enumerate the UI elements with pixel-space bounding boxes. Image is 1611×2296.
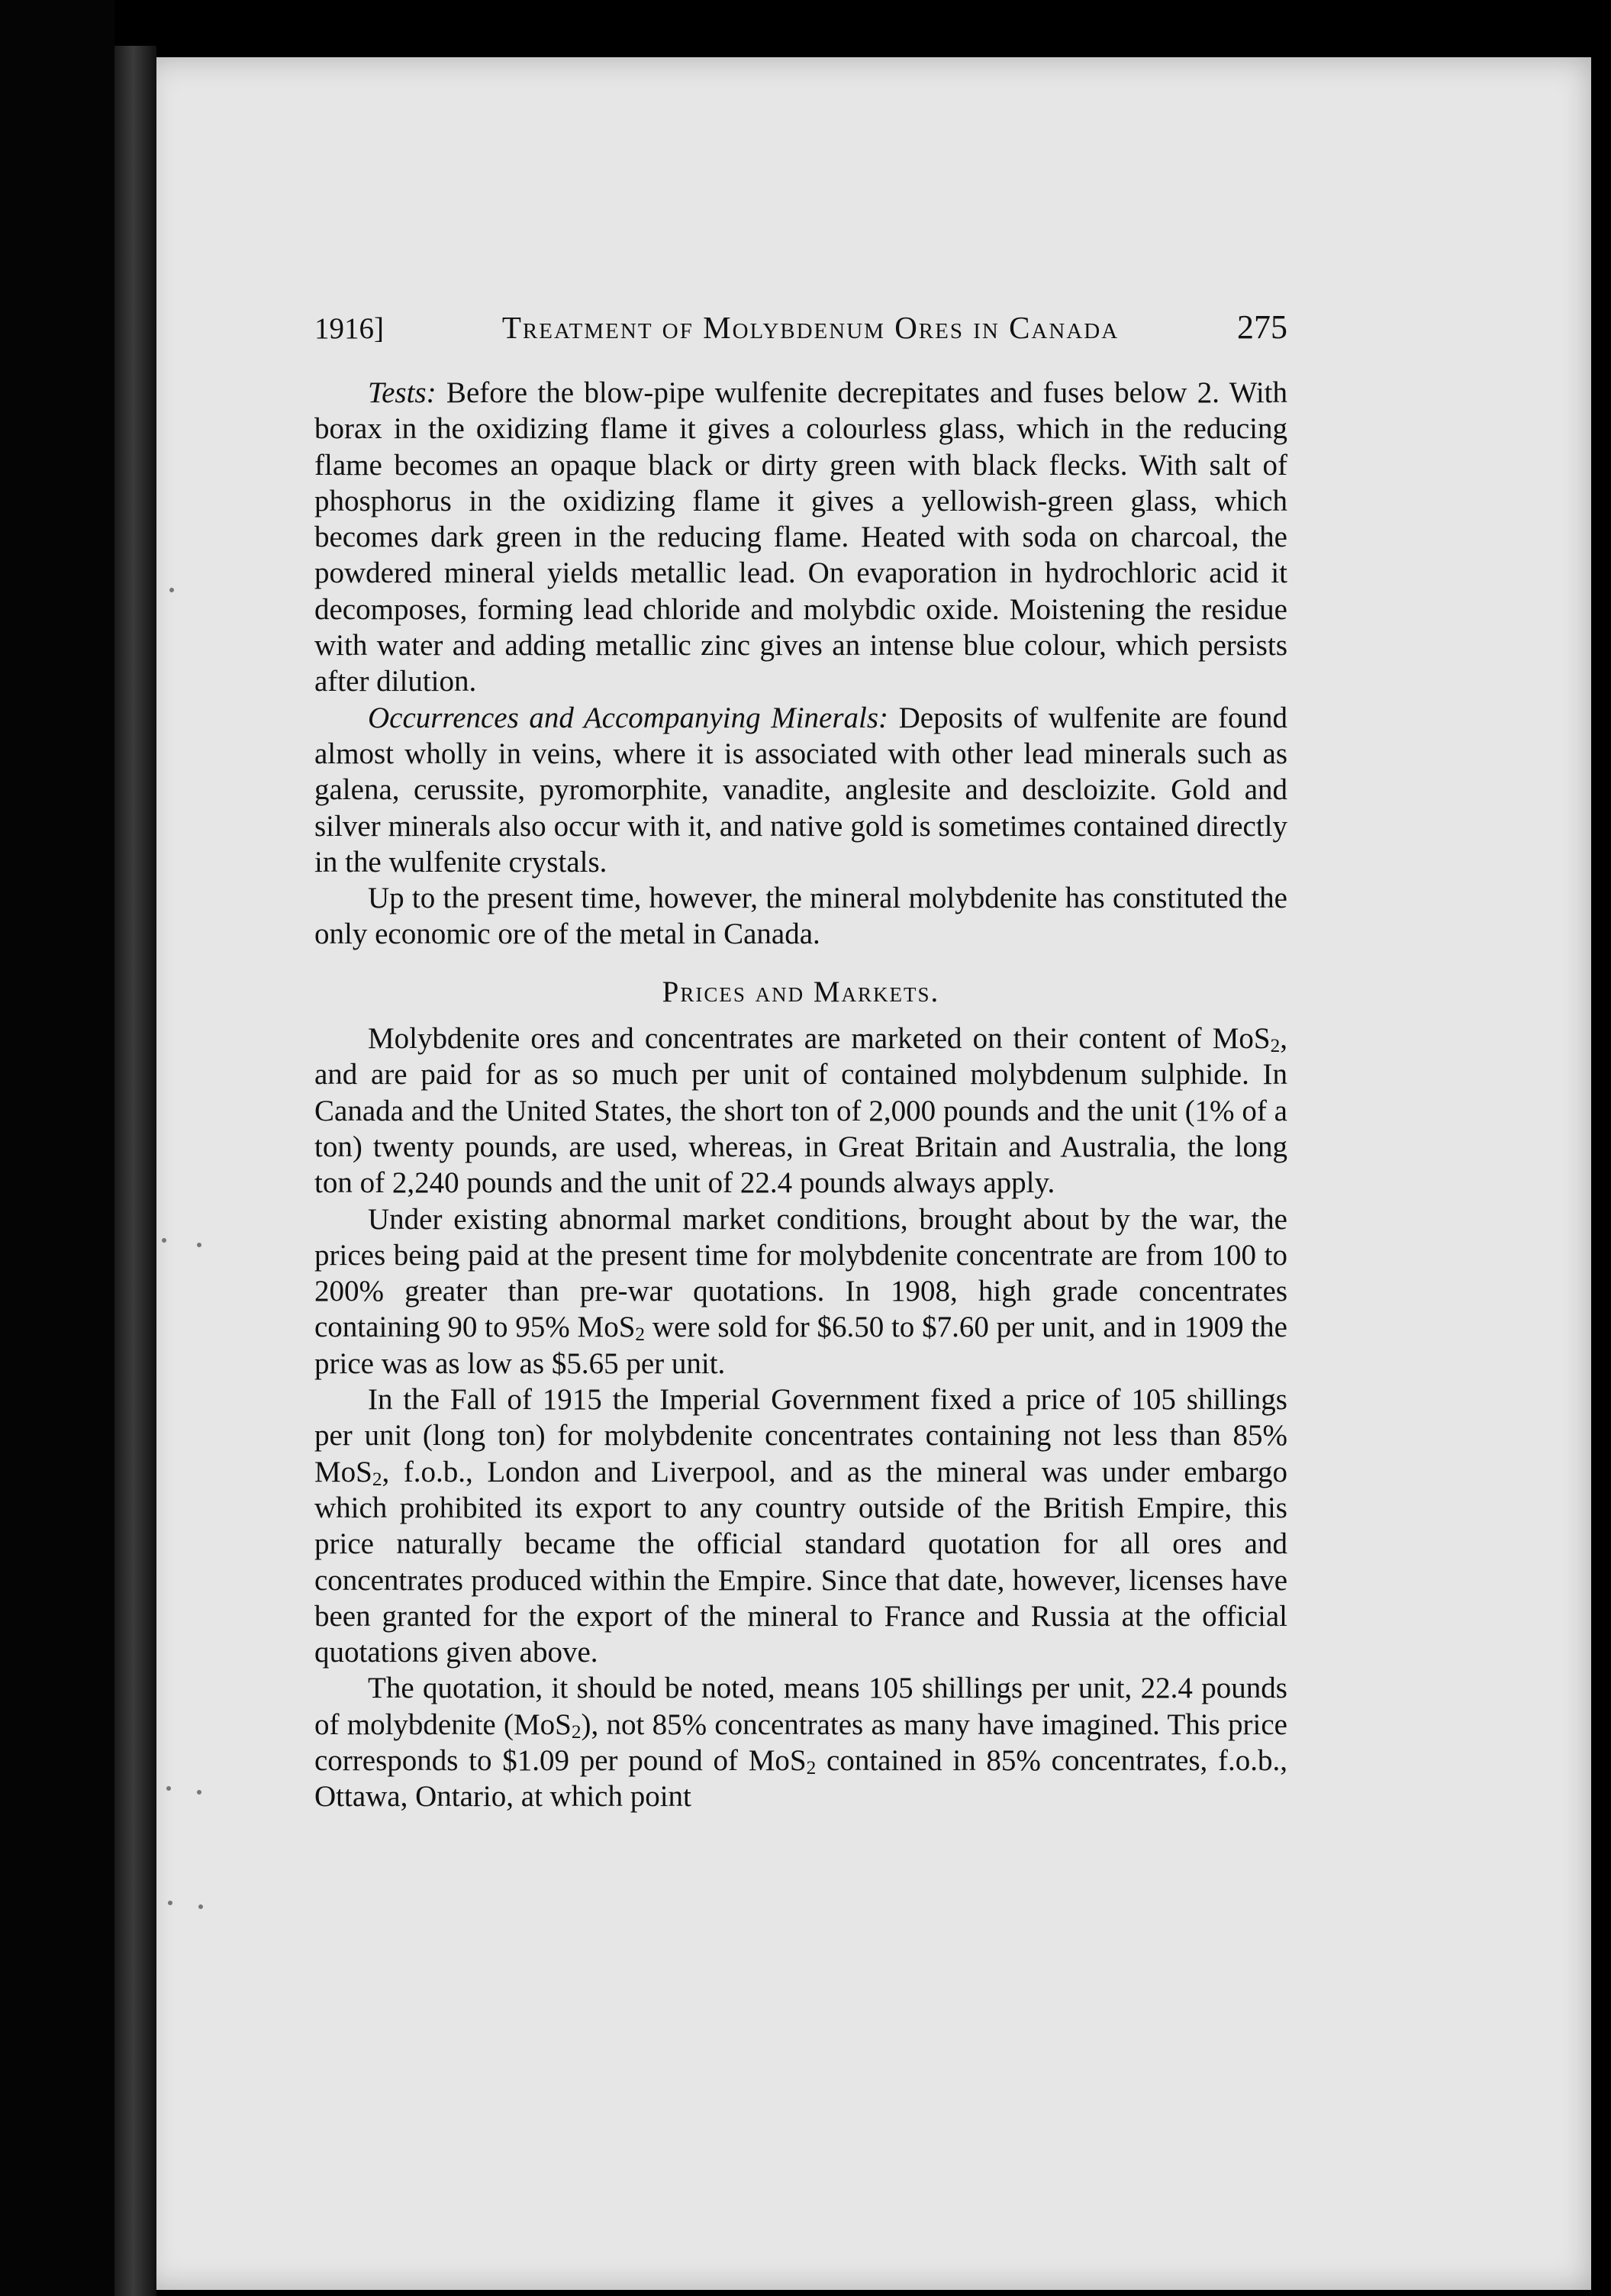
prices-2-text: Under existing abnormal market conditions, brought about by the war, the prices being paid at the present time for molybdenite concentrate are from 100 to 200% greater than pre-war quotations. In 1908, high grade concentrates containing 90 to 95% MoS xyxy=(314,1202,1287,1344)
paragraph-prices-1 xyxy=(314,1021,1287,1201)
tests-body: Before the blow-pipe wulfenite decrepitates and fuses below 2. With borax in the oxidizing flame it gives a colourless glass, which in the reducing flame becomes an opaque black or dirty green with black flecks. With salt of phosphorus in the oxidizing flame it gives a yellowish-green glass, which becomes dark green in the reducing flame. Heated with soda on charcoal, the powdered mineral yields metallic lead. On evaporation in hydrochloric acid it decomposes, forming lead chloride and molybdic oxide. Moistening the residue with water and adding metallic zinc gives an intense blue colour, which persists after dilution. xyxy=(314,376,1287,698)
occurrences-body: Deposits of wulfenite are found almost wholly in veins, where it is associated with other lead minerals such as galena, cerussite, pyromorphite, vanadite, anglesite and descloizite. Gold and silver minerals also occur with it, and native gold is sometimes contained directly in the wulfenite crystals. xyxy=(314,701,1287,879)
subscript: 2 xyxy=(372,1468,382,1490)
occurrences-lead: Occurrences and Accompanying Minerals: xyxy=(368,701,889,734)
prices-4-text: contained in 85% concentrates, f.o.b., Ottawa, Ontario, at which point xyxy=(314,1743,1288,1814)
running-title: Treatment of Molybdenum Ores in Canada xyxy=(501,310,1120,345)
subscript: 2 xyxy=(635,1324,646,1346)
paragraph-prices-4 xyxy=(314,1670,1287,1814)
subscript: 2 xyxy=(1270,1035,1281,1057)
prices-3-text: In the Fall of 1915 the Imperial Government fixed a price of 105 shillings per unit (long ton) for molybdenite concentrates containing not less than 85% MoS xyxy=(314,1383,1287,1488)
prices-3-text: , f.o.b., London and Liverpool, and as the mineral was under embargo which prohibited its export to any country outside of the British Empire, this price naturally became the official standard quotation for all ores and concentrates produced within the Empire. Since that date, however, licenses have been granted for the export of the mineral to France and Russia at the official quotations given above. xyxy=(314,1455,1287,1669)
margin-speck xyxy=(168,1901,172,1905)
subscript: 2 xyxy=(806,1757,817,1779)
paragraph-prices-2 xyxy=(314,1201,1287,1382)
margin-speck xyxy=(198,1904,203,1909)
paragraph-prices-3 xyxy=(314,1382,1287,1670)
tests-lead: Tests: xyxy=(368,376,437,409)
margin-speck xyxy=(197,1243,201,1247)
prices-2-text: were sold for $6.50 to $7.60 per unit, and in 1909 the price was as low as $5.65 per unit. xyxy=(314,1311,1287,1380)
running-header xyxy=(314,309,1287,355)
prices-1-text: Molybdenite ores and concentrates are marketed on their content of MoS xyxy=(368,1022,1271,1056)
adjacent-page-edge xyxy=(0,0,114,2296)
header-year: 1916] xyxy=(314,312,384,345)
page-number: 275 xyxy=(1237,308,1287,346)
section-heading: Prices and Markets. xyxy=(662,975,940,1008)
prices-4-text: The quotation, it should be noted, means 105 shillings per unit, 22.4 pounds of molybdenite (MoS xyxy=(314,1672,1287,1741)
prices-4-text: ), not 85% concentrates as many have imagined. This price corresponds to $1.09 per pound of MoS xyxy=(314,1707,1287,1777)
paragraph-economic: Up to the present time, however, the mineral molybdenite has constituted the only economic ore of the metal in Canada. xyxy=(314,882,1287,951)
paragraph-occurrences xyxy=(314,700,1287,880)
margin-speck xyxy=(197,1790,201,1795)
paragraph-tests xyxy=(314,375,1287,700)
page-text xyxy=(314,309,1287,1815)
margin-speck xyxy=(166,1786,171,1791)
prices-1-text: , and are paid for as so much per unit of contained molybdenum sulphide. In Canada and the United States, the short ton of 2,000 pounds and the unit (1% of a ton) twenty pounds, are used, whereas, in Great Britain and Australia, the long ton of 2,240 pounds and the unit of 22.4 pounds always apply. xyxy=(314,1022,1287,1200)
margin-speck xyxy=(162,1238,166,1243)
margin-speck xyxy=(169,588,174,592)
subscript: 2 xyxy=(571,1720,582,1743)
book-spine xyxy=(114,46,156,2296)
